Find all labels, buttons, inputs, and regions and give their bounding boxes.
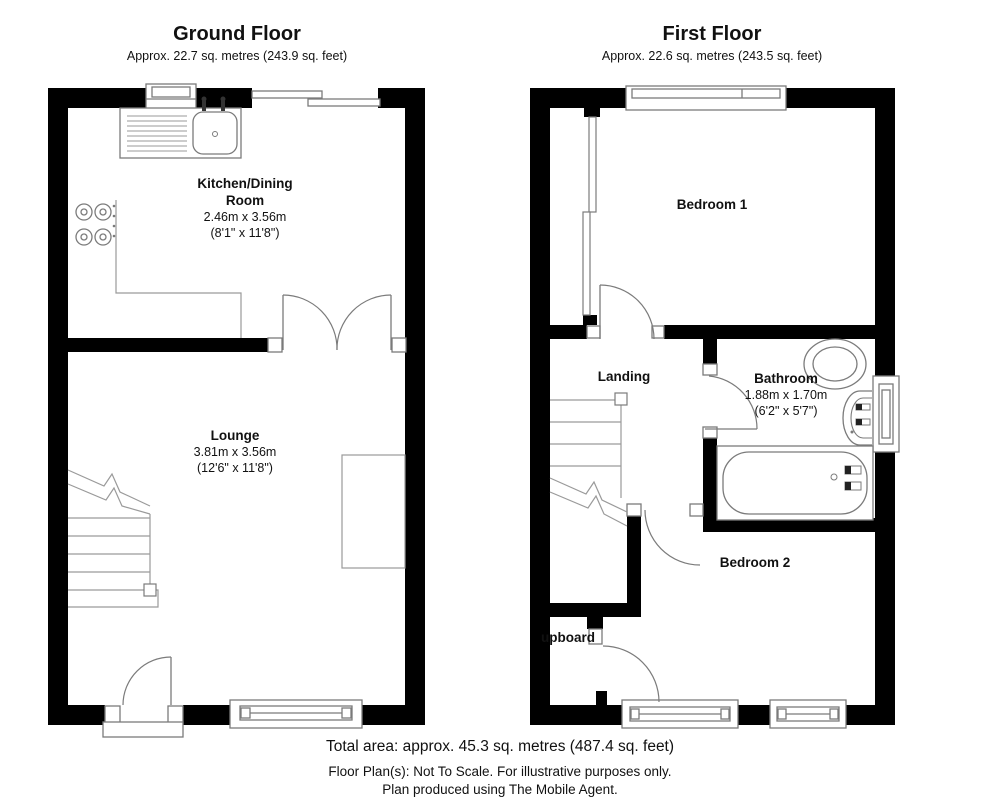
kitchen-window-icon bbox=[146, 84, 196, 110]
lounge-size-imperial: (12'6" x 11'8") bbox=[197, 461, 273, 475]
bedroom2-name: Bedroom 2 bbox=[719, 555, 791, 570]
kitchen-size-metric: 2.46m x 3.56m bbox=[203, 210, 287, 224]
bedroom1-door-icon bbox=[587, 285, 664, 339]
hob-icon bbox=[76, 204, 115, 245]
total-area-text: Total area: approx. 45.3 sq. metres (487.4 sq. feet) bbox=[325, 738, 675, 755]
front-door-icon bbox=[103, 657, 183, 737]
lounge-label bbox=[160, 427, 310, 476]
first-floor-area: Approx. 22.6 sq. metres (243.5 sq. feet) bbox=[601, 49, 823, 63]
bathroom-name: Bathroom bbox=[754, 371, 818, 386]
bedroom1-window-icon bbox=[626, 86, 786, 110]
disclaimer-text: Floor Plan(s): Not To Scale. For illustrative purposes only. bbox=[328, 764, 672, 779]
first-floor-stairs-icon bbox=[550, 393, 627, 526]
cupboard-name: upboard bbox=[541, 630, 595, 645]
lounge-window-icon bbox=[230, 700, 362, 728]
bedroom2-window2-icon bbox=[770, 700, 846, 728]
bath-icon bbox=[717, 446, 873, 520]
bedroom2-window-icon bbox=[622, 700, 738, 728]
bedroom1-name: Bedroom 1 bbox=[676, 197, 748, 212]
stair-void-partition bbox=[583, 117, 596, 315]
lounge-size-metric: 3.81m x 3.56m bbox=[193, 445, 277, 459]
kitchen-name: Kitchen/Dining Room bbox=[197, 176, 293, 208]
kitchen-size-imperial: (8'1" x 11'8") bbox=[210, 226, 280, 240]
ground-stairs-icon bbox=[68, 470, 158, 607]
first-floor-title: First Floor bbox=[662, 23, 762, 45]
bathroom-window-icon bbox=[873, 376, 899, 452]
bathroom-size-imperial: (6'2" x 5'7") bbox=[754, 404, 818, 418]
ground-floor-title: Ground Floor bbox=[173, 23, 301, 45]
kitchen-label bbox=[190, 175, 300, 241]
bathroom-size-metric: 1.88m x 1.70m bbox=[744, 388, 828, 402]
lounge-chimney-breast bbox=[342, 455, 405, 568]
lounge-name: Lounge bbox=[210, 428, 260, 443]
landing-name: Landing bbox=[597, 369, 651, 384]
bathroom-label bbox=[711, 370, 861, 419]
credit-text: Plan produced using The Mobile Agent. bbox=[382, 782, 618, 797]
dining-window-icon bbox=[252, 91, 380, 106]
double-doors-icon bbox=[268, 295, 406, 352]
ground-floor-area: Approx. 22.7 sq. metres (243.9 sq. feet) bbox=[126, 49, 348, 63]
